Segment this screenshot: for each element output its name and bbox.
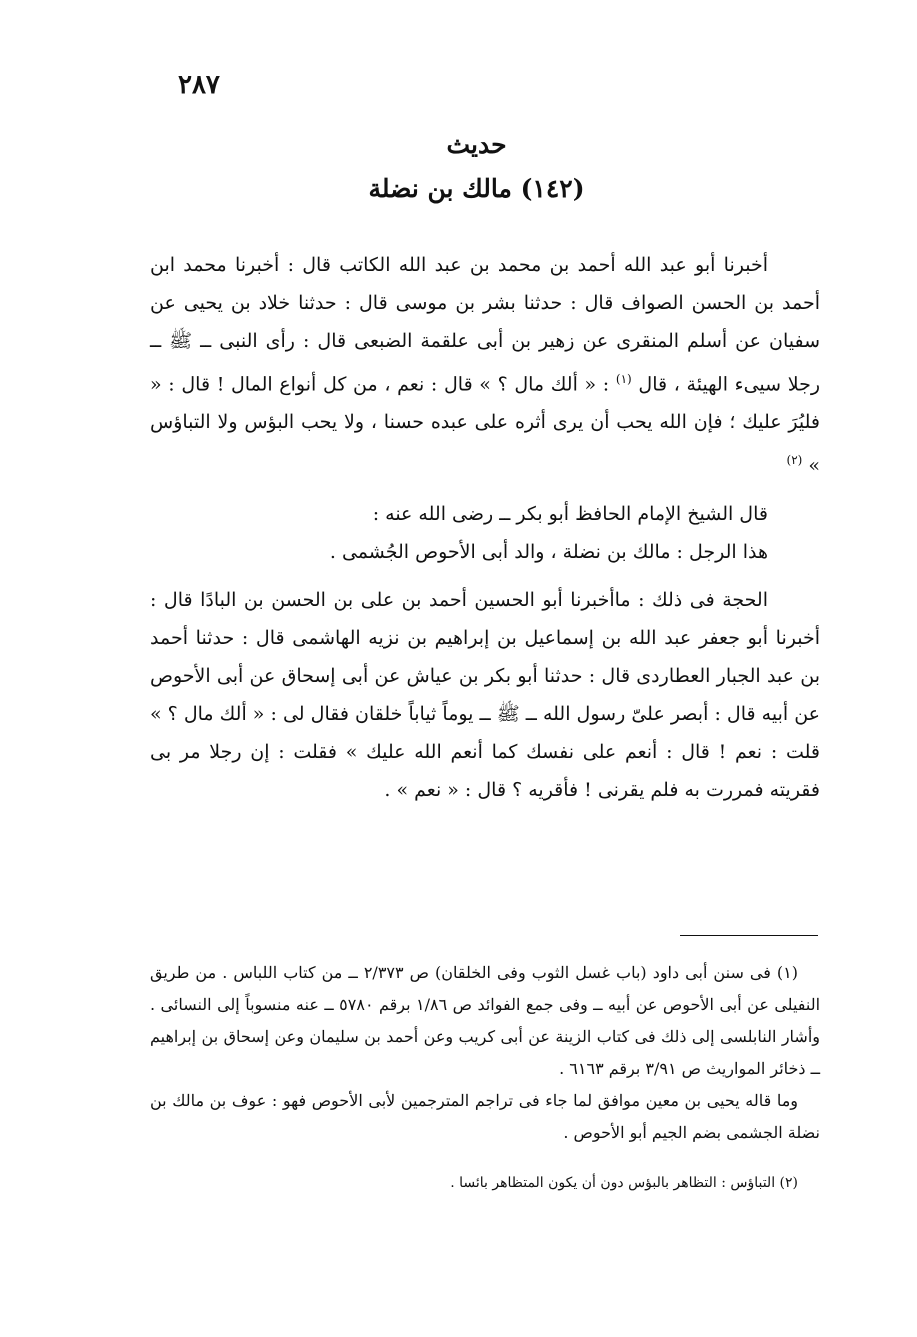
paragraph-isnad <box>150 246 820 485</box>
footnote-2: (٢) التباؤس : التظاهر بالبؤس دون أن يكون المتظاهر بائسا . <box>450 1175 798 1191</box>
paragraph-sheikh: قال الشيخ الإمام الحافظ أبو بكر ــ رضى الله عنه : <box>372 502 768 525</box>
paragraph-identification: هذا الرجل : مالك بن نضلة ، والد أبى الأحوص الجُشمى . <box>329 540 768 563</box>
page-number: ٢٨٧ <box>178 70 220 100</box>
paragraph-evidence: الحجة فى ذلك : ماأخبرنا أبو الحسين أحمد بن على بن الحسن بن البادًا قال : أخبرنا أبو جعفر عبد الله بن إسماعيل بن إبراهيم بن نزيه الهاشمى قال : حدثنا أحمد بن عبد الجبار العطاردى قال : حدثنا أبو بكر بن عياش عن أبى إسحاق عن أبى الأحوص عن أبيه قال : أبصر علىّ رسول الله ــ ﷺ ــ يوماً ثياباً خلقان فقال لى : « ألك مال ؟ » قلت : نعم ! قال : أنعم على نفسك كما أنعم الله عليك » فقلت : إن رجلا مر بى فقريته فمررت به فلم يقرنى ! فأقريه ؟ قال : « نعم » . <box>150 588 820 801</box>
footnote-ref-2[interactable]: (٢) <box>786 453 803 468</box>
main-text <box>150 246 820 809</box>
footnote-ref-1[interactable]: (١) <box>615 372 632 386</box>
hadith-title: (١٤٢) مالك بن نضلة <box>368 174 585 203</box>
section-label: حديث <box>446 130 507 159</box>
paragraph-text: أخبرنا أبو عبد الله أحمد بن محمد بن عبد الله الكاتب قال : أخبرنا محمد ابن أحمد بن الحسن الصواف قال : حدثنا بشر بن موسى قال : حدثنا خلاد بن يحيى عن سفيان عن أسلم المنقرى عن زهير بن أبى علقمة الضبعى قال : رأى النبى ــ ﷺ ــ رجلا سيىء الهيئة ، قال <box>150 254 821 396</box>
footnote-divider <box>680 935 818 936</box>
footnote-1-continued: وما قاله يحيى بن معين موافق لما جاء فى تراجم المترجمين لأبى الأحوص فهو : عوف بن مالك بن نضلة الجشمى بضم الجيم أبو الأحوص . <box>150 1091 820 1142</box>
footnote-1: (١) فى سنن أبى داود (باب غسل الثوب وفى الخلقان) ص ٢/٣٧٣ ــ من كتاب اللباس . من طريق النفيلى عن أبى الأحوص عن أبيه ــ وفى جمع الفوائد ص ١/٨٦ برقم ٥٧٨٠ ــ عنه منسوباً إلى النسائى . وأشار النابلسى إلى ذلك فى كتاب الزينة عن أبى كريب وعن أحمد بن سليمان وعن إسحاق بن إبراهيم ــ ذخائر المواريث ص ٣/٩١ برقم ٦١٦٣ . <box>150 963 821 1078</box>
footnotes <box>150 957 820 1199</box>
paragraph-text: : « ألك مال ؟ » قال : نعم ، من كل أنواع المال ! قال : « فليُرَ عليك ؛ فإن الله يحب أن يرى أثره على عبده حسنا ، ولا يحب البؤس ولا التباؤس » <box>150 373 820 477</box>
